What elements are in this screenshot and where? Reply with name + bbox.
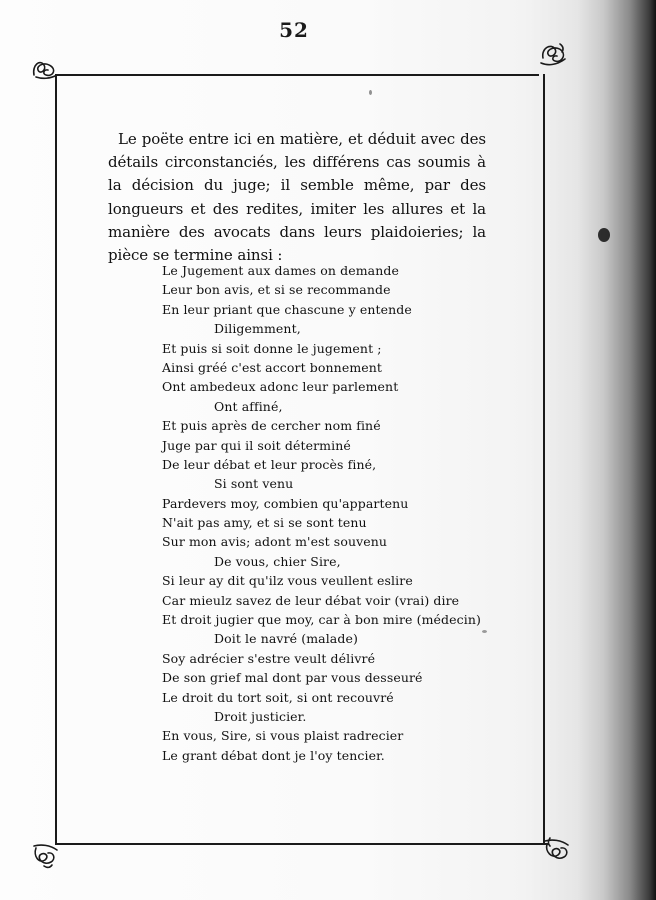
- poem-line: Et puis après de cercher nom finé: [162, 418, 381, 434]
- poem-line: En leur priant que chascune y entende: [162, 301, 412, 317]
- poem-line: N'ait pas amy, et si se sont tenu: [162, 515, 367, 531]
- page-number: 52: [279, 18, 309, 42]
- poem-line: Pardevers moy, combien qu'appartenu: [162, 495, 409, 511]
- poem-line: Le Jugement aux dames on demande: [162, 263, 399, 278]
- poem-line: En vous, Sire, si vous plaist radrecier: [162, 728, 404, 744]
- poem-line: Ainsi gréé c'est accort bonnement: [162, 359, 383, 375]
- poem-line: De leur débat et leur procès finé,: [162, 456, 377, 472]
- paper-speck: [369, 90, 372, 95]
- fleuron-top-right-icon: [538, 40, 568, 68]
- fleuron-bottom-right-icon: [542, 836, 572, 864]
- poem-line: Le grant débat dont je l'oy tencier.: [162, 747, 385, 763]
- frame-border-right: [543, 74, 545, 844]
- ink-blot: [598, 228, 610, 242]
- poem-line: De son grief mal dont par vous desseuré: [162, 670, 423, 686]
- fleuron-top-left-icon: [30, 55, 60, 83]
- poem-line: Sur mon avis; adont m'est souvenu: [162, 534, 388, 550]
- poem-line: Doit le navré (malade): [214, 631, 358, 647]
- fleuron-bottom-left-icon: [30, 842, 60, 870]
- poem-line: Et puis si soit donne le jugement ;: [162, 340, 382, 356]
- poem-line: Leur bon avis, et si se recommande: [162, 282, 391, 298]
- poem-line: Juge par qui il soit déterminé: [162, 437, 351, 453]
- poem-line: Car mieulz savez de leur débat voir (vrai) dire: [162, 592, 460, 608]
- paper-speck: [482, 630, 487, 633]
- poem-line: Si leur ay dit qu'ilz vous veullent eslire: [162, 573, 413, 589]
- poem-line: Ont ambedeux adonc leur parlement: [162, 379, 399, 395]
- intro-paragraph: Le poëte entre ici en matière, et déduit avec des détails circonstanciés, les différens cas soumis à la décision du juge; il semble même, par des longueurs et des redites, imiter les allures et la manière des avocats dans leurs plaidoieries; la pièce se termine ainsi :: [108, 130, 486, 265]
- frame-border-left: [55, 74, 57, 844]
- frame-border-top: [55, 74, 539, 76]
- poem-line: Droit justicier.: [214, 708, 307, 724]
- poem-line: Soy adrécier s'estre veult délivré: [162, 650, 376, 666]
- poem-verses: [162, 261, 481, 765]
- poem-line: De vous, chier Sire,: [214, 553, 341, 569]
- poem-line: Si sont venu: [214, 476, 294, 492]
- frame-border-bottom: [55, 843, 549, 845]
- poem-line: Le droit du tort soit, si ont recouvré: [162, 689, 394, 705]
- poem-line: Diligemment,: [214, 321, 301, 337]
- poem-line: Ont affiné,: [214, 398, 283, 414]
- poem-line: Et droit jugier que moy, car à bon mire (médecin): [162, 612, 481, 628]
